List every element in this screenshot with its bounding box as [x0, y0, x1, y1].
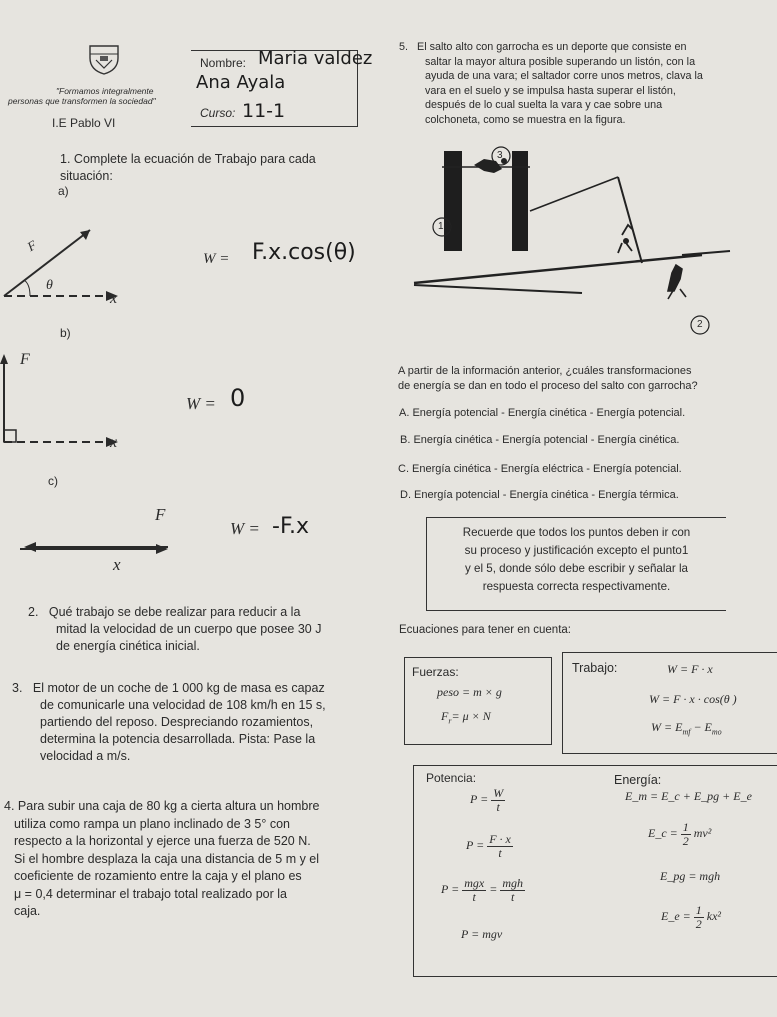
trabajo-title: Trabajo:: [572, 661, 618, 675]
q1-c-label: c): [48, 474, 58, 488]
reminder-box: [426, 517, 726, 611]
eq-power-2-den: t: [498, 845, 502, 860]
q3-number: 3.: [12, 681, 23, 695]
q1-statement: Complete la ecuación de Trabajo para cada situación:: [60, 152, 316, 183]
q3-line-3: partiendo del reposo. Despreciando rozamientos,: [40, 715, 314, 729]
eq-energy-1: E_m = E_c + E_pg + E_e: [625, 789, 752, 803]
eq-peso: peso = m × g: [437, 685, 502, 699]
q4-line-3: respecto a la horizontal y ejerce una fuerza de 520 N.: [14, 834, 311, 848]
q2-line-2: mitad la velocidad de un cuerpo que posee 30 J: [56, 622, 322, 636]
eq-energy-3: E_pg = mgh: [660, 869, 721, 883]
q4-line-5: coeficiente de rozamiento entre la caja y el plano es: [14, 869, 302, 883]
eq-energy-4-den: 2: [695, 916, 702, 931]
q1-b-answer: 0: [230, 384, 246, 412]
reminder-line-2: su proceso y justificación excepto el punto1: [464, 544, 689, 557]
eq-friction-f: F: [441, 709, 449, 723]
eq-work-1: W = F · x: [667, 662, 713, 676]
q5-option-b[interactable]: B. Energía cinética - Energía potencial - Energía cinética.: [400, 434, 680, 446]
eq-work-3-mid: − E: [690, 720, 712, 734]
q1-number: 1.: [60, 152, 71, 166]
eq-energy-2: [648, 821, 711, 847]
eq-power-1-lhs: P =: [470, 791, 489, 806]
q5-line-1: El salto alto con garrocha es un deporte que consiste en: [417, 41, 687, 53]
q4-line-7: caja.: [14, 904, 41, 918]
name-value-1: Maria valdez: [258, 48, 373, 69]
eq-power-3-den1: t: [472, 889, 476, 904]
q5-line-3: ayuda de una vara; el saltador corre unos metros, clava la: [425, 70, 703, 83]
energia-title: Energía:: [614, 773, 662, 787]
eq-energy-4-num: 1: [695, 903, 702, 917]
q1-b-f: F: [20, 351, 30, 368]
q4-line-6: μ = 0,4 determinar el trabajo total realizado por la: [14, 886, 287, 901]
q5-text: [399, 40, 769, 128]
q4-text: [4, 798, 394, 921]
q4-line-4: Si el hombre desplaza la caja una distancia de 5 m y el: [14, 851, 320, 866]
eq-friction-sub: r: [448, 716, 452, 726]
q1-text: [60, 151, 360, 185]
q5-option-a[interactable]: A. Energía potencial - Energía cinética - Energía potencial.: [399, 407, 686, 419]
motto-line-1: "Formamos integralmente: [56, 86, 154, 96]
q1-b-label: b): [60, 326, 71, 340]
q4-number: 4.: [4, 799, 15, 813]
name-value-2: Ana Ayala: [196, 72, 286, 93]
school-name: I.E Pablo VI: [52, 116, 116, 130]
course-label: Curso:: [200, 106, 236, 120]
q5-line-4: vara en el suelo y se impulsa hasta superar el listón,: [425, 84, 676, 97]
q2-number: 2.: [28, 605, 39, 619]
eq-power-3-den2: t: [510, 889, 515, 904]
q1-a-theta: θ: [46, 278, 53, 293]
equations-title: Ecuaciones para tener en cuenta:: [399, 624, 571, 636]
q4-line-2: utiliza como rampa un plano inclinado de 3 5° con: [14, 816, 291, 831]
reminder-line-4: respuesta correcta respectivamente.: [482, 580, 671, 593]
eq-energy-4-rhs: kx²: [706, 908, 722, 923]
eq-power-2-lhs: P =: [466, 837, 485, 852]
q2-line-3: de energía cinética inicial.: [56, 639, 200, 653]
q3-line-2: de comunicarle una velocidad de 108 km/h en 15 s,: [40, 698, 326, 712]
eq-power-2: [466, 833, 513, 859]
q1-c-w: W =: [230, 519, 260, 538]
eq-friction: [441, 709, 491, 725]
q1-c-x: x: [113, 555, 121, 574]
eq-energy-4: [661, 904, 721, 930]
pole-vault-figure: [412, 143, 732, 338]
q2-text: [28, 604, 378, 655]
eq-work-2: W = F · x · cos(θ ): [649, 692, 737, 706]
eq-power-3-eq: =: [489, 881, 498, 896]
q1-a-label: a): [58, 184, 69, 198]
eq-energy-4-lhs: E_e =: [661, 908, 691, 923]
q5-line-2: saltar la mayor altura posible superando un listón, con la: [425, 55, 696, 68]
eq-friction-rhs: = μ × N: [451, 709, 491, 723]
q1-a-x: x: [110, 290, 118, 307]
q1-b-x: x: [110, 434, 118, 451]
potencia-title: Potencia:: [426, 771, 477, 785]
q5-number: 5.: [399, 41, 409, 53]
eq-work-3-sub2: mo: [711, 727, 722, 737]
school-crest-icon: [86, 42, 122, 76]
q1-a-w: W =: [203, 251, 230, 267]
course-value: 11-1: [242, 100, 286, 122]
eq-work-3-sub1: mf: [682, 727, 691, 737]
eq-power-2-num: F · x: [489, 832, 511, 846]
eq-power-1-num: W: [493, 786, 504, 800]
reminder-line-3: y el 5, donde sólo debe escribir y señalar la: [465, 562, 688, 575]
eq-power-3-lhs: P =: [441, 881, 460, 896]
q1-a-answer: F.x.cos(θ): [252, 240, 356, 265]
q4-line-1: Para subir una caja de 80 kg a cierta altura un hombre: [17, 799, 320, 813]
diagram-c: [20, 535, 170, 559]
q2-line-1: Qué trabajo se debe realizar para reducir a la: [48, 605, 301, 619]
reminder-line-1: Recuerde que todos los puntos deben ir con: [462, 526, 691, 539]
q5-question-line-2: de energía se dan en todo el proceso del salto con garrocha?: [398, 380, 698, 392]
eq-power-4: P = mgv: [461, 927, 503, 941]
eq-power-1-den: t: [496, 799, 500, 814]
eq-power-1: [470, 787, 505, 813]
q5-option-c[interactable]: C. Energía cinética - Energía eléctrica - Energía potencial.: [398, 463, 682, 475]
eq-energy-2-rhs: mv²: [693, 825, 712, 840]
q5-line-6: colchoneta, como se muestra en la figura.: [425, 113, 626, 126]
eq-power-3-num2: mgh: [502, 876, 523, 890]
q1-c-f: F: [155, 505, 166, 524]
figure-label-1: 2: [697, 319, 703, 330]
q1-c-answer: -F.x: [272, 514, 310, 539]
q3-line-1: El motor de un coche de 1 000 kg de masa es capaz: [32, 681, 325, 695]
q5-line-5: después de lo cual suelta la vara y cae sobre una: [425, 99, 663, 112]
eq-energy-2-den: 2: [682, 833, 689, 848]
q3-text: [12, 680, 392, 765]
fuerzas-title: Fuerzas:: [412, 665, 459, 679]
eq-energy-2-lhs: E_c =: [648, 825, 678, 840]
figure-label-2: 3: [497, 150, 503, 161]
q5-question-line-1: A partir de la información anterior, ¿cuáles transformaciones: [398, 365, 692, 377]
q5-option-d[interactable]: D. Energía potencial - Energía cinética - Energía térmica.: [400, 489, 679, 501]
q1-a-f: F: [24, 237, 39, 255]
motto-line-2: personas que transformen la sociedad": [8, 96, 156, 106]
eq-power-3-num1: mgx: [464, 876, 485, 890]
q1-b-w: W =: [186, 394, 216, 413]
eq-energy-2-num: 1: [682, 820, 689, 834]
q5-question: [398, 364, 768, 394]
eq-power-3: [441, 877, 525, 903]
q3-line-5: velocidad a m/s.: [40, 749, 131, 763]
q3-line-4: determina la potencia desarrollada. Pista: Pase la: [40, 732, 316, 746]
figure-label-3: 1: [438, 221, 444, 232]
name-label: Nombre:: [200, 56, 247, 70]
eq-work-3-lhs: W = E: [651, 720, 683, 734]
eq-work-3: [651, 720, 722, 736]
